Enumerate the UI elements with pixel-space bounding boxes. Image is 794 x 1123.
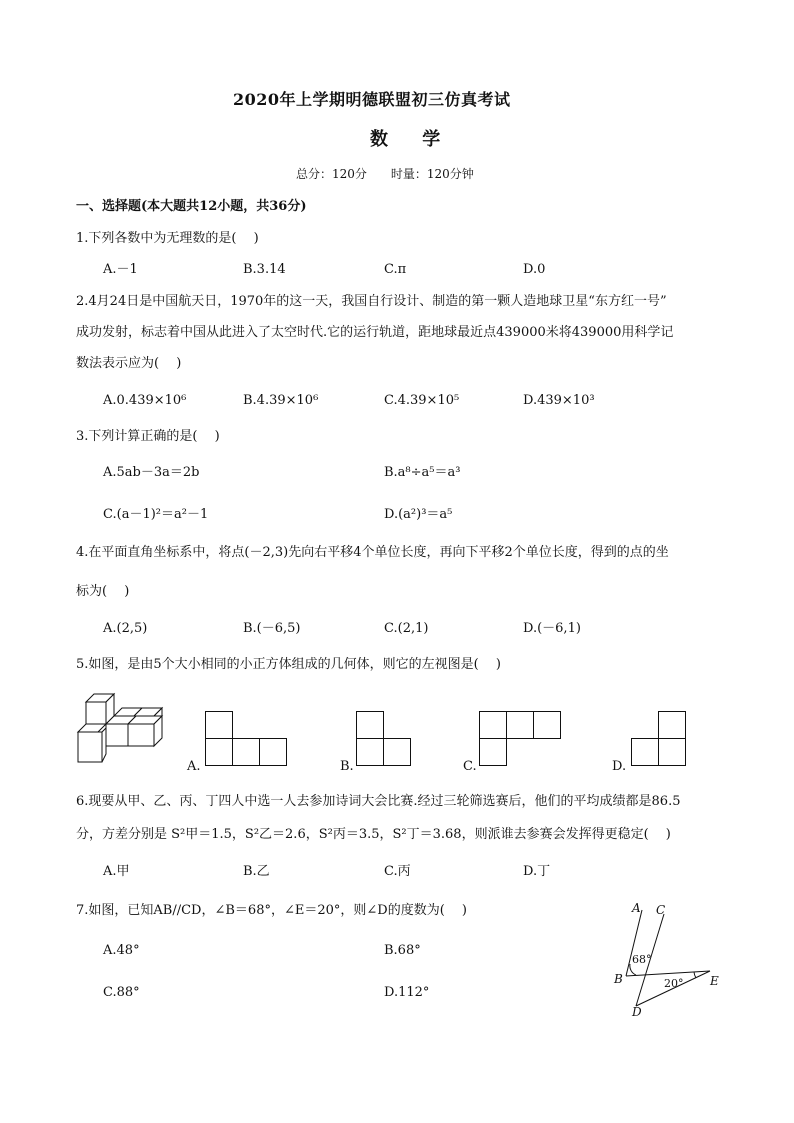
subject-title: 数 学 <box>370 129 455 150</box>
q5-label-c[interactable]: C. <box>463 759 477 774</box>
q4-line-2: 标为( ) <box>76 584 130 599</box>
q1-option-c[interactable]: C.π <box>384 262 407 277</box>
q7-point-c: C <box>656 903 666 917</box>
q5-option-d-figure[interactable] <box>631 711 687 767</box>
q7-option-d[interactable]: D.112° <box>384 985 430 1000</box>
q4-option-c[interactable]: C.(2,1) <box>384 621 429 636</box>
q4-line-1: 4.在平面直角坐标系中，将点(－2,3)先向右平移4个单位长度，再向下平移2个单位长度，得到的点的坐 <box>76 545 669 560</box>
q6-line-2: 分，方差分别是 S²甲＝1.5，S²乙＝2.6，S²丙＝3.5，S²丁＝3.68，则派谁去参赛会发挥得更稳定( ) <box>76 827 671 842</box>
section-heading: 一、选择题(本大题共12小题，共36分) <box>76 199 307 214</box>
q1-option-b[interactable]: B.3.14 <box>243 262 286 277</box>
q1-option-a[interactable]: A.－1 <box>103 262 138 277</box>
q1-option-d[interactable]: D.0 <box>523 262 546 277</box>
q3-stem: 3.下列计算正确的是( ) <box>76 429 220 444</box>
q5-cube-solid-figure <box>74 690 174 770</box>
q7-point-e: E <box>710 974 719 988</box>
q5-label-a[interactable]: A. <box>187 759 201 774</box>
q7-stem: 7.如图，已知AB//CD，∠B＝68°，∠E＝20°，则∠D的度数为( ) <box>76 903 467 918</box>
q2-option-b[interactable]: B.4.39×10⁶ <box>243 393 319 408</box>
exam-title: 2020年上学期明德联盟初三仿真考试 <box>233 90 511 109</box>
q6-option-c[interactable]: C.丙 <box>384 864 411 879</box>
q2-option-a[interactable]: A.0.439×10⁶ <box>103 393 187 408</box>
q2-line-2: 成功发射，标志着中国从此进入了太空时代.它的运行轨道，距地球最近点439000米将439000用科学记 <box>76 325 674 340</box>
q7-point-b: B <box>614 972 623 986</box>
q6-option-b[interactable]: B.乙 <box>243 864 270 879</box>
q6-line-1: 6.现要从甲、乙、丙、丁四人中选一人去参加诗词大会比赛.经过三轮筛选赛后，他们的平均成绩都是86.5 <box>76 794 681 809</box>
q7-point-d: D <box>632 1005 642 1019</box>
q5-option-c-figure[interactable] <box>479 711 561 767</box>
q2-line-3: 数法表示应为( ) <box>76 356 182 371</box>
q6-option-a[interactable]: A.甲 <box>103 864 130 879</box>
q5-label-d[interactable]: D. <box>612 759 627 774</box>
q3-option-d[interactable]: D.(a²)³＝a⁵ <box>384 507 453 522</box>
q4-option-a[interactable]: A.(2,5) <box>103 621 148 636</box>
q5-stem: 5.如图，是由5个大小相同的小正方体组成的几何体，则它的左视图是( ) <box>76 657 501 672</box>
q3-option-c[interactable]: C.(a－1)²＝a²－1 <box>103 507 209 522</box>
q3-option-b[interactable]: B.a⁸÷a⁵＝a³ <box>384 465 461 480</box>
exam-info: 总分：120分 时量：120分钟 <box>296 167 474 181</box>
q2-option-d[interactable]: D.439×10³ <box>523 393 595 408</box>
q7-option-b[interactable]: B.68° <box>384 943 421 958</box>
q2-option-c[interactable]: C.4.39×10⁵ <box>384 393 460 408</box>
q3-option-a[interactable]: A.5ab－3a＝2b <box>103 465 200 480</box>
q2-line-1: 2.4月24日是中国航天日，1970年的这一天，我国自行设计、制造的第一颗人造地球卫星“东方红一号” <box>76 294 667 309</box>
q7-option-c[interactable]: C.88° <box>103 985 140 1000</box>
q6-option-d[interactable]: D.丁 <box>523 864 551 879</box>
q7-option-a[interactable]: A.48° <box>103 943 140 958</box>
q7-point-a: A <box>632 901 641 915</box>
q5-option-a-figure[interactable] <box>205 711 287 767</box>
q7-angle-b-label: 68° <box>632 953 652 966</box>
q1-stem: 1.下列各数中为无理数的是( ) <box>76 231 259 246</box>
q4-option-b[interactable]: B.(－6,5) <box>243 621 301 636</box>
q4-option-d[interactable]: D.(－6,1) <box>523 621 581 636</box>
q7-angle-e-label: 20° <box>664 977 684 990</box>
q7-parallel-lines-figure <box>610 898 730 1020</box>
q5-label-b[interactable]: B. <box>340 759 354 774</box>
q5-option-b-figure[interactable] <box>356 711 412 767</box>
